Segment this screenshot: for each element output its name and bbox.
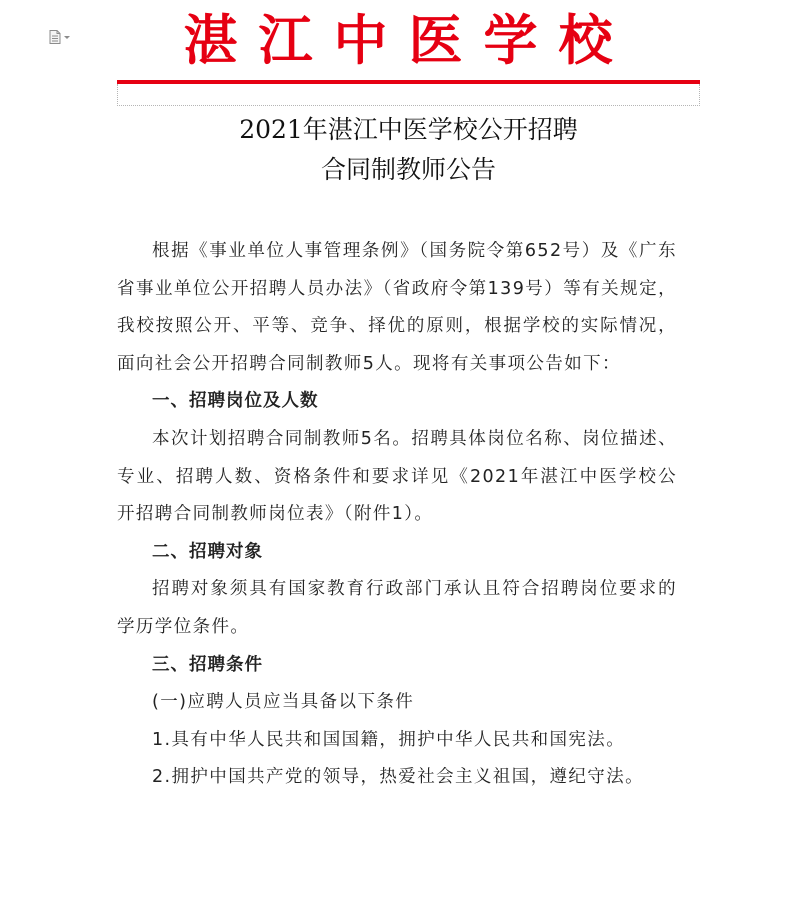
header-region-boundary [117, 84, 700, 106]
title-line-1: 2021年湛江中医学校公开招聘 [239, 115, 578, 144]
body-paragraph: 2.拥护中国共产党的领导，热爱社会主义祖国，遵纪守法。 [152, 767, 644, 788]
body-paragraph: 本次计划招聘合同制教师5名。招聘具体岗位名称、岗位描述、专业、招聘人数、资格条件和要求详见《2021年湛江中医学校公开招聘合同制教师岗位表》（附件1）。 [117, 428, 677, 525]
document-icon[interactable] [49, 30, 71, 44]
school-header-title: 湛江中医学校 [183, 8, 634, 72]
body-paragraph: 1.具有中华人民共和国国籍，拥护中华人民共和国宪法。 [152, 729, 626, 750]
document-body [117, 233, 677, 797]
title-line-2: 合同制教师公告 [320, 155, 496, 184]
document-title [117, 110, 700, 190]
section-heading: 三、招聘条件 [152, 654, 263, 675]
body-paragraph: 根据《事业单位人事管理条例》（国务院令第652号）及《广东省事业单位公开招聘人员办法》（省政府令第139号）等有关规定，我校按照公开、平等、竞争、择优的原则，根据学校的实际情况，面向社会公开招聘合同制教师5人。现将有关事项公告如下： [117, 241, 677, 374]
chevron-down-icon[interactable] [64, 36, 70, 39]
section-heading: 一、招聘岗位及人数 [152, 391, 319, 412]
body-paragraph: (一)应聘人员应当具备以下条件 [152, 692, 415, 713]
section-heading: 二、招聘对象 [152, 541, 263, 562]
body-paragraph: 招聘对象须具有国家教育行政部门承认且符合招聘岗位要求的学历学位条件。 [117, 579, 677, 637]
document-glyph-icon [49, 30, 61, 44]
